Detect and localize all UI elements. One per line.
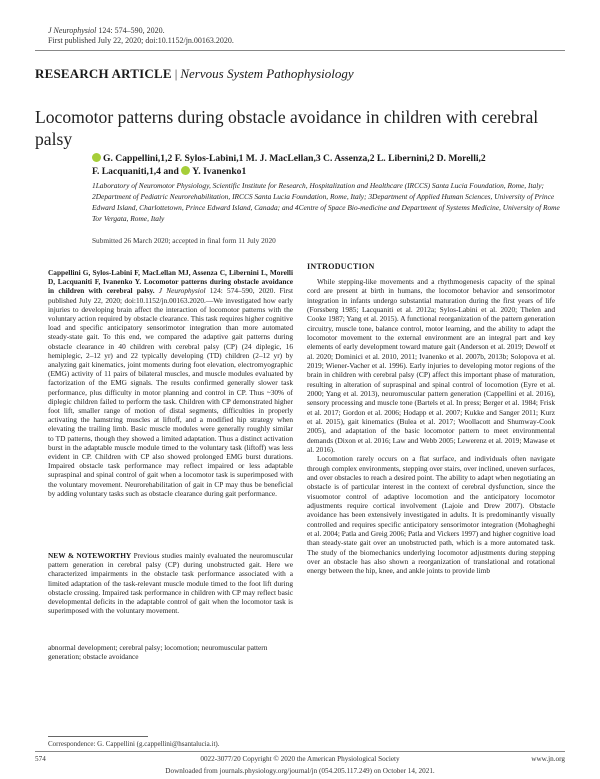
article-section-banner [35, 66, 354, 82]
volume-pages: 124: 574–590, 2020. [96, 26, 165, 35]
orcid-icon[interactable] [92, 153, 101, 162]
author-affiliations: 1Laboratory of Neuromotor Physiology, Scientific Institute for Research, Hospitalization and Healthcare (IRCCS) Santa Lucia Foundation, Rome, Italy; 2Department of Pediatric Neurorehabilitation, IRCCS Santa Lucia Foundation, Rome, Italy; 3Department of Applied Human Sciences, University of Prince Edward Island, Charlottetown, Prince Edward Island, Canada; and 4Centre of Space Bio-medicine and Department of Systems Medicine, University of Rome Tor Vergata, Rome, Italy [92, 181, 560, 223]
submission-dates: Submitted 26 March 2020; accepted in final form 11 July 2020 [92, 236, 276, 245]
publication-doi[interactable]: First published July 22, 2020; doi:10.1152/jn.00163.2020. [48, 36, 234, 45]
introduction-heading: INTRODUCTION [307, 262, 375, 271]
journal-website-link[interactable]: www.jn.org [531, 755, 565, 763]
new-noteworthy-body: Previous studies mainly evaluated the neuromuscular pattern generation in cerebral palsy (CP) during unobstructed gait. Here we characterized impairments in the obstacle task performance associated with a limited adaptation of the task-relevant muscle module timed to the foot lift during obstacle crossing. Impaired task performance in children with CP may reflect basic developmental deficits in the adaptable control of gait when the locomotor task is superimposed with the voluntary movement. [48, 551, 294, 616]
section-separator: | [174, 66, 178, 81]
abstract-body: —We investigated how early injuries to developing brain affect the interaction of locomotor patterns with the voluntary action required by obstacle clearance. This task requires higher cognitive load and specific anticipatory sensorimotor integration than more automated steady-state gait. To this end, we compared the adaptive gait patterns during obstacle clearance in 40 children with cerebral palsy (CP) (24 diplegic, 16 hemiplegic, 2–12 yr) and 22 typically developing (TD) children (2–12 yr) by analyzing gait kinematics, joint moments during foot elevation, electromyographic (EMG) activity of 11 pairs of bilateral muscles, and muscle modules evaluated by factorization of the EMG signals. The results confirmed generally slower task performance, plus difficulty in motor planning and control in CP. Thus ~30% of diplegic children failed to perform the task. Children with CP demonstrated higher foot lift, smaller range of motion of distal segments, difficulties in properly activating the hamstring muscles at liftoff, and a modified hip strategy when elevating the trailing limb. Basic muscle modules were generally roughly similar to TD patterns, though they showed a limited adaptation. Thus a distinct activation burst in the adaptable muscle module timed to the voluntary task (liftoff) was less evident in CP. Children with CP also showed prolonged EMG burst durations. Impaired obstacle task performance may reflect impaired or less adaptable supraspinal and spinal control of gait when a locomotor task is superimposed with the voluntary movement. Neurorehabilitation of gait in CP may thus be beneficial by adding voluntary tasks such as obstacle clearance during gait performance. [48, 295, 293, 498]
correspondence-note[interactable]: Correspondence: G. Cappellini (g.cappellini@hsantalucia.it). [48, 740, 220, 748]
orcid-icon[interactable] [181, 166, 190, 175]
authors-line-2a: F. Lacquaniti,1,4 and [92, 165, 179, 177]
journal-citation-header [48, 26, 234, 46]
page-number: 574 [35, 755, 46, 763]
keywords: abnormal development; cerebral palsy; locomotion; neuromuscular pattern generation; obstacle avoidance [48, 643, 268, 662]
abstract-citation-details: 124: 574–590, 2020. First published July 22, 2020; doi:10.1152/jn.00163.2020. [48, 286, 293, 305]
new-noteworthy [48, 551, 293, 615]
authors-line-1: G. Cappellini,1,2 F. Sylos-Labini,1 M. J. MacLellan,3 C. Assenza,2 L. Libernini,2 D. Morelli,2 [103, 153, 486, 164]
new-noteworthy-label: NEW & NOTEWORTHY [48, 551, 132, 560]
download-notice: Downloaded from journals.physiology.org/journal/jn (054.205.117.249) on October 14, 2021. [165, 767, 435, 775]
journal-name: J Neurophysiol [48, 26, 97, 35]
authors-line-2b: Y. Ivanenko1 [192, 165, 247, 177]
copyright-notice: 0022-3077/20 Copyright © 2020 the American Physiological Society [200, 755, 400, 763]
abstract-citation-journal: J Neurophysiol [158, 286, 206, 296]
introduction-body [307, 277, 555, 576]
article-category: Nervous System Pathophysiology [180, 66, 354, 81]
footer-divider [35, 751, 565, 752]
article-type: RESEARCH ARTICLE [35, 66, 172, 81]
footnote-divider [48, 736, 148, 737]
author-list [92, 153, 562, 178]
intro-paragraph: Locomotion rarely occurs on a flat surface, and individuals often navigate through complex environments, stepping over stairs, over inclined, uneven surfaces, and over obstacles to reach a desired point. The ability to adapt when negotiating an obstacle is of particular interest in the context of cerebral dysfunction, since the visuomotor control of adaptive locomotion and the anticipatory locomotor adjustments require cortical involvement (Lajoie and Drew 2007). Obstacle avoidance has been extensively investigated in adults. It is predominantly visually controlled and requires specific anticipatory sensorimotor integration (Mohagheghi et al. 2004; Patla and Greig 2006; Patla and Vickers 1997) and higher cognitive load than steady-state gait over an unobstructed path, which is a more automated task. The study of the biomechanics underlying locomotor adjustments during stepping over an obstacle has also shown a reorganization of translational and rotational energy between the hip, knee, and ankle joints to provide limb [307, 454, 555, 576]
article-title: Locomotor patterns during obstacle avoidance in children with cerebral palsy [35, 107, 539, 149]
abstract-citation-authors: Cappellini G, Sylos-Labini F, MacLellan MJ, Assenza C, Libernini L, Morelli D, Lacquaniti F, Ivanenko Y. Locomotor patterns during obstacle avoidance in children with cerebral palsy. [48, 268, 293, 296]
header-divider [35, 50, 565, 51]
intro-paragraph: While stepping-like movements and a rhythmogenesis capacity of the spinal cord are present at birth in humans, the locomotor behavior and sensorimotor integration in infants undergo substantial maturation during the first years of life (Forssberg 1985; Lacquaniti et al. 2012a; Sylos-Labini et al. 2020; Thelen and Cooke 1987; Yang et al. 2015). A functional reorganization of the pattern generation circuitry, muscle tone, balance control, motor learning, and the ability to adapt the locomotor movement to the external environment are an integral part and key elements of early development toward mature gait (Anderson et al. 2019; Dewolf et al. 2020; Dominici et al. 2010, 2011; Ivanenko et al. 2007b, 2013b; Solopova et al. 2019; Wiener-Vacher et al. 1996). Early injuries to developing motor regions of the brain in children with cerebral palsy (CP) affect this important phase of maturation, resulting in alteration of supraspinal and spinal control of locomotion (Eyre et al. 2000; Yang et al. 2013), neuromuscular pattern generation (Cappellini et al. 2016), sensory processing and muscle tone (Bartels et al. In press; Berger et al. 1984; Frisk et al. 2017; Gordon et al. 2006; Hodapp et al. 2007; Kukke and Sanger 2011; Kurz et al. 2015), gait kinematics (Bulea et al. 2017; Woollacott and Shumway-Cook 2005), and adaptation of the basic locomotor pattern to meet environmental demands (Dixon et al. 2016; Law and Webb 2005; Lewerenz et al. 2019; Mawase et al. 2016). [307, 277, 555, 454]
abstract [48, 268, 293, 498]
